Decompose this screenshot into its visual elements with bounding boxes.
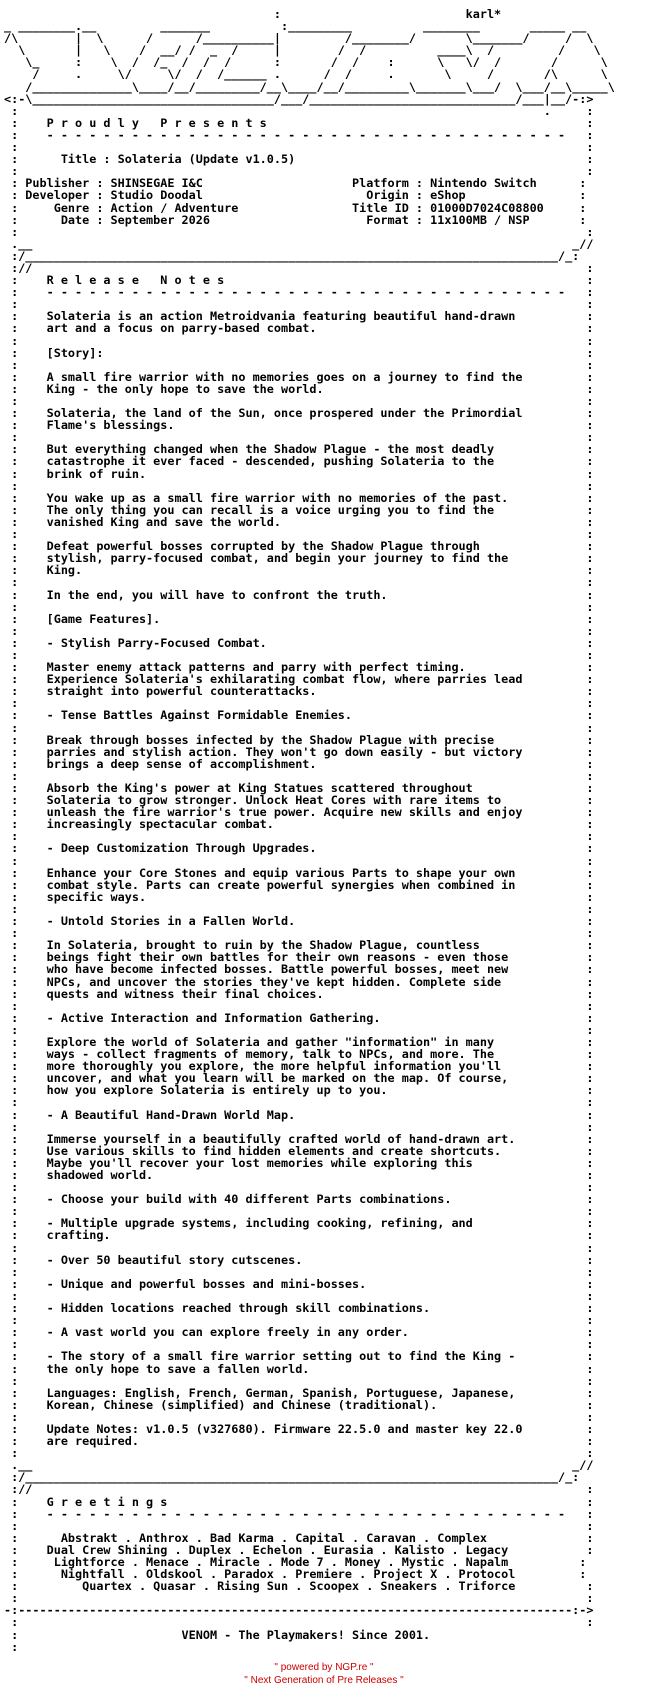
nfo-text: : karl* _ ________.__ _______ :_________ ________ _____ __ /\ | \ / /__________| /________/ \_______/ / \ \ | \ / __/ / _ / | / / ____\ / / \ \_ : \ / /_ / / / : / / : \ \/ / / \ / . \/ \/ / /______ . / / . \ / /\ \ /______________\____/__/_________/__\____/__/_________\_______\___/ \___/__\_____\ <:-\__________________________________/___/_____________________________/___|__/-:> : . : : P r o u d l y P r e s e n t s : : - - - - - - - - - - - - - - - - - - - - - - - - - - - - - - - - - - - - - : : : : Title : Solateria (Update v1.0.5) : : : : Publisher : SHINSEGAE I&C Platform : Nintendo Switch : : Developer : Studio Doodal Origin : eShop : : Genre : Action / Adventure Title ID : 01000D7024C08800 : : Date : September 2026 Format : 11x100MB / NSP : : : .__ _// :/___________________________________________________________________________/_: :// : : R e l e a s e N o t e s : : - - - - - - - - - - - - - - - - - - - - - - - - - - - - - - - - - - - - - : : : : Solateria is an action Metroidvania featuring beautiful hand-drawn : : art and a focus on parry-based combat. : : : : [Story]: : : : : A small fire warrior with no memories goes on a journey to find the : : King - the only hope to save the world. : : : : Solateria, the land of the Sun, once prospered under the Primordial : : Flame's blessings. : : : : But everything changed when the Shadow Plague - the most deadly : : catastrophe it ever faced - descended, pushing Solateria to the : : brink of ruin. : : : : You wake up as a small fire warrior with no memories of the past. : : The only thing you can recall is a voice urging you to find the : : vanished King and save the world. : : : : Defeat powerful bosses corrupted by the Shadow Plague through : : stylish, parry-focused combat, and begin your journey to find the : : King. : : : : In the end, you will have to confront the truth. : : : : [Game Features]. : : : : - Stylish Parry-Focused Combat. : : : : Master enemy attack patterns and parry with perfect timing. : : Experience Solateria's exhilarating combat flow, where parries lead : : straight into powerful counterattacks. : : : : - Tense Battles Against Formidable Enemies. : : : : Break through bosses infected by the Shadow Plague with precise : : parries and stylish action. They won't go down easily - but victory : : brings a deep sense of accomplishment. : : : : Absorb the King's power at King Statues scattered throughout : : Solateria to grow stronger. Unlock Heat Cores with rare items to : : unleash the fire warrior's true power. Acquire new skills and enjoy : : increasingly spectacular combat. : : : : - Deep Customization Through Upgrades. : : : : Enhance your Core Stones and equip various Parts to shape your own : : combat style. Parts can create powerful synergies when combined in : : specific ways. : : : : - Untold Stories in a Fallen World. : : : : In Solateria, brought to ruin by the Shadow Plague, countless : : beings fight their own battles for their own reasons - even those : : who have become infected bosses. Battle powerful bosses, meet new : : NPCs, and uncover the stories they've kept hidden. Complete side : : quests and witness their final choices. : : : : - Active Interaction and Information Gathering. : : : : Explore the world of Solateria and gather "information" in many : : ways - collect fragments of memory, talk to NPCs, and more. The : : more thoroughly you explore, the more helpful information you'll : : uncover, and what you learn will be marked on the map. Of course, : : how you explore Solateria is entirely up to you. : : : : - A Beautiful Hand-Drawn World Map. : : : : Immerse yourself in a beautifully crafted world of hand-drawn art. : : Use various skills to find hidden elements and create shortcuts. : : Maybe you'll recover your lost memories while exploring this : : shadowed world. : : : : - Choose your build with 40 different Parts combinations. : : : : - Multiple upgrade systems, including cooking, refining, and : : crafting. : : : : - Over 50 beautiful story cutscenes. : : : : - Unique and powerful bosses and mini-bosses. : : : : - Hidden locations reached through skill combinations. : : : : - A vast world you can explore freely in any order. : : : : - The story of a small fire warrior setting out to find the King - : : the only hope to save a fallen world. : : : : Languages: English, French, German, Spanish, Portuguese, Japanese, : : Korean, Chinese (simplified) and Chinese (traditional). : : : : Update Notes: v1.0.5 (v327680). Firmware 22.5.0 and master key 22.0 : : are required. : : : .__ _// :/___________________________________________________________________________/_: :// : : G r e e t i n g s : : - - - - - - - - - - - - - - - - - - - - - - - - - - - - - - - - - - - - - : : : : Abstrakt . Anthrox . Bad Karma . Capital . Caravan . Complex : : Dual Crew Shining . Duplex . Echelon . Eurasia . Kalisto . Legacy : : Lightforce . Menace . Miracle . Mode 7 . Money . Mystic . Napalm : : Nightfall . Oldskool . Paradox . Premiere . Project X . Protocol : : Quartex . Quasar . Rising Sun . Scoopex . Sneakers . Triforce : : : -:------------------------------------------------------------------------------:-> : : : VENOM - The Playmakers! Since 2001. : — [4, 7, 615, 1654]
tagline-footer: " Next Generation of Pre Releases " — [244, 1675, 404, 1686]
powered-by-footer: " powered by NGP.re " — [274, 1662, 374, 1673]
